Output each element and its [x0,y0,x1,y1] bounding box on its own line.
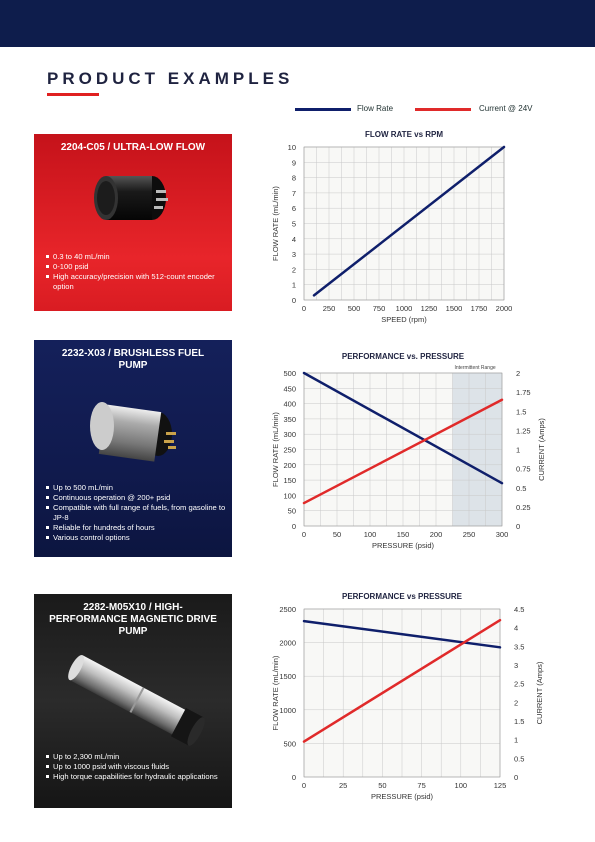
chart-title: PERFORMANCE vs. PRESSURE [341,352,465,361]
feature-list [46,252,228,292]
y2-tick-label: 3.5 [514,642,525,652]
feature-item: Continuous operation @ 200+ psid [46,493,228,503]
y2-tick-label: 4 [514,623,519,633]
y-tick-label: 400 [283,399,296,409]
x-tick-label: 0 [301,781,307,790]
feature-item: Various control options [46,533,228,543]
y-tick-label: 9 [291,158,296,168]
y2-tick-label: 4.5 [514,605,525,614]
product-panel-ultra-low-flow [34,134,232,311]
y-tick-label: 1500 [279,672,296,682]
y-tick-label: 4 [291,234,296,244]
y-tick-label: 450 [283,384,296,394]
y-tick-label: 2500 [279,605,296,614]
x-tick-label: 100 [363,530,377,539]
y2-tick-label: 1.25 [516,426,531,436]
x-tick-label: 25 [339,781,348,790]
y-tick-label: 200 [283,460,296,470]
x-tick-label: 250 [322,304,336,313]
product-panel-magnetic-drive-pump [34,594,232,808]
page-title: PRODUCT EXAMPLES [47,69,294,88]
y2-tick-label: 2.5 [514,679,525,689]
y2-tick-label: 0.25 [516,502,531,512]
x-tick-label: 150 [396,530,410,539]
x-tick-label: 2000 [495,304,513,313]
feature-item: 0.3 to 40 mL/min [46,252,228,262]
product-name: 2282-M05X10 / HIGH-PERFORMANCE MAGNETIC DRIVE PUMP [49,602,217,637]
y-axis-label: FLOW RATE (mL/min) [271,655,280,731]
y2-tick-label: 1.75 [516,388,531,398]
product-name: 2204-C05 / ULTRA-LOW FLOW [60,142,206,153]
product-panel-brushless-fuel-pump [34,340,232,557]
y-tick-label: 1000 [279,705,296,715]
feature-item: High accuracy/precision with 512-count encoder option [46,272,228,292]
x-axis-label: PRESSURE (psid) [370,792,434,801]
y2-tick-label: 0 [516,522,521,531]
y-tick-label: 1 [291,280,296,290]
feature-item: High torque capabilities for hydraulic applications [46,772,228,782]
feature-list [46,752,228,782]
x-tick-label: 0 [301,304,307,313]
feature-item: Reliable for hundreds of hours [46,523,228,533]
long-silver-pump-icon [62,650,212,750]
feature-list [46,483,228,543]
x-tick-label: 50 [378,781,387,790]
x-tick-label: 50 [332,530,342,539]
y2-tick-label: 1.5 [514,717,525,726]
feature-item: Up to 2,300 mL/min [46,752,228,762]
y2-tick-label: 0.5 [514,754,525,764]
chart-annotation: Intermittent Range [454,365,496,371]
chart-title: PERFORMANCE vs PRESSURE [341,592,463,601]
x-tick-label: 100 [454,781,468,790]
y2-tick-label: 2 [516,369,521,378]
y-tick-label: 0 [291,773,296,782]
y-tick-label: 500 [283,739,296,749]
product-name: 2232-X03 / BRUSHLESS FUEL PUMP [61,348,205,371]
title-underline [47,93,99,96]
legend-flow-label: Flow Rate [357,104,394,113]
y-tick-label: 150 [283,476,296,486]
x-tick-label: 1000 [395,304,413,313]
x-tick-label: 1750 [470,304,488,313]
y-tick-label: 100 [283,491,296,501]
x-tick-label: 125 [493,781,507,790]
y-tick-label: 3 [291,250,296,260]
y-tick-label: 50 [287,506,296,516]
y2-tick-label: 1.5 [516,407,527,417]
y-tick-label: 2000 [279,638,296,648]
feature-item: Up to 1000 psid with viscous fluids [46,762,228,772]
y-tick-label: 0 [291,296,296,305]
x-axis-label: PRESSURE (psid) [371,541,435,550]
x-tick-label: 75 [417,781,426,790]
y-tick-label: 500 [283,369,296,378]
chart-legend [295,103,555,117]
y-tick-label: 7 [291,188,296,198]
x-tick-label: 500 [347,304,361,313]
chart-title: FLOW RATE vs RPM [364,130,444,139]
y-tick-label: 10 [287,143,296,152]
chart-performance-vs-pressure-fuel [256,348,566,560]
x-tick-label: 250 [462,530,476,539]
y2-tick-label: 1 [514,735,519,745]
legend-flow-swatch [295,108,351,111]
top-banner [0,0,595,47]
chart-flow-vs-rpm [262,126,562,336]
x-tick-label: 1250 [420,304,438,313]
y2-tick-label: 1 [516,445,521,455]
y-axis-label: FLOW RATE (mL/min) [271,412,280,487]
y2-tick-label: 2 [514,698,519,708]
y-tick-label: 5 [291,219,296,229]
y2-tick-label: 3 [514,661,519,670]
y2-tick-label: 0 [514,773,519,782]
x-axis-label: SPEED (rpm) [381,315,427,324]
legend-current-label: Current @ 24V [479,104,533,113]
feature-item: Up to 500 mL/min [46,483,228,493]
x-tick-label: 200 [429,530,443,539]
y2-axis-label: CURRENT (Amps) [537,418,546,481]
y-tick-label: 300 [283,430,296,440]
chart-performance-vs-pressure-magnetic [256,588,566,812]
x-tick-label: 300 [495,530,509,539]
y-tick-label: 0 [291,522,296,531]
y-axis-label: FLOW RATE (mL/min) [271,186,280,261]
y2-axis-label: CURRENT (Amps) [535,661,544,725]
feature-item: 0-100 psid [46,262,228,272]
y-tick-label: 8 [291,173,296,183]
silver-fuel-pump-icon [80,388,190,468]
x-tick-label: 0 [301,530,307,539]
x-tick-label: 750 [372,304,386,313]
legend-current-swatch [415,108,471,111]
y2-tick-label: 0.5 [516,483,527,493]
x-tick-label: 1500 [445,304,463,313]
y-tick-label: 2 [291,265,296,275]
y2-tick-label: 0.75 [516,464,531,474]
feature-item: Compatible with full range of fuels, from gasoline to JP-8 [46,503,228,523]
y-tick-label: 350 [283,414,296,424]
y-tick-label: 6 [291,204,296,214]
small-black-pump-icon [92,168,174,228]
y-tick-label: 250 [283,445,296,455]
